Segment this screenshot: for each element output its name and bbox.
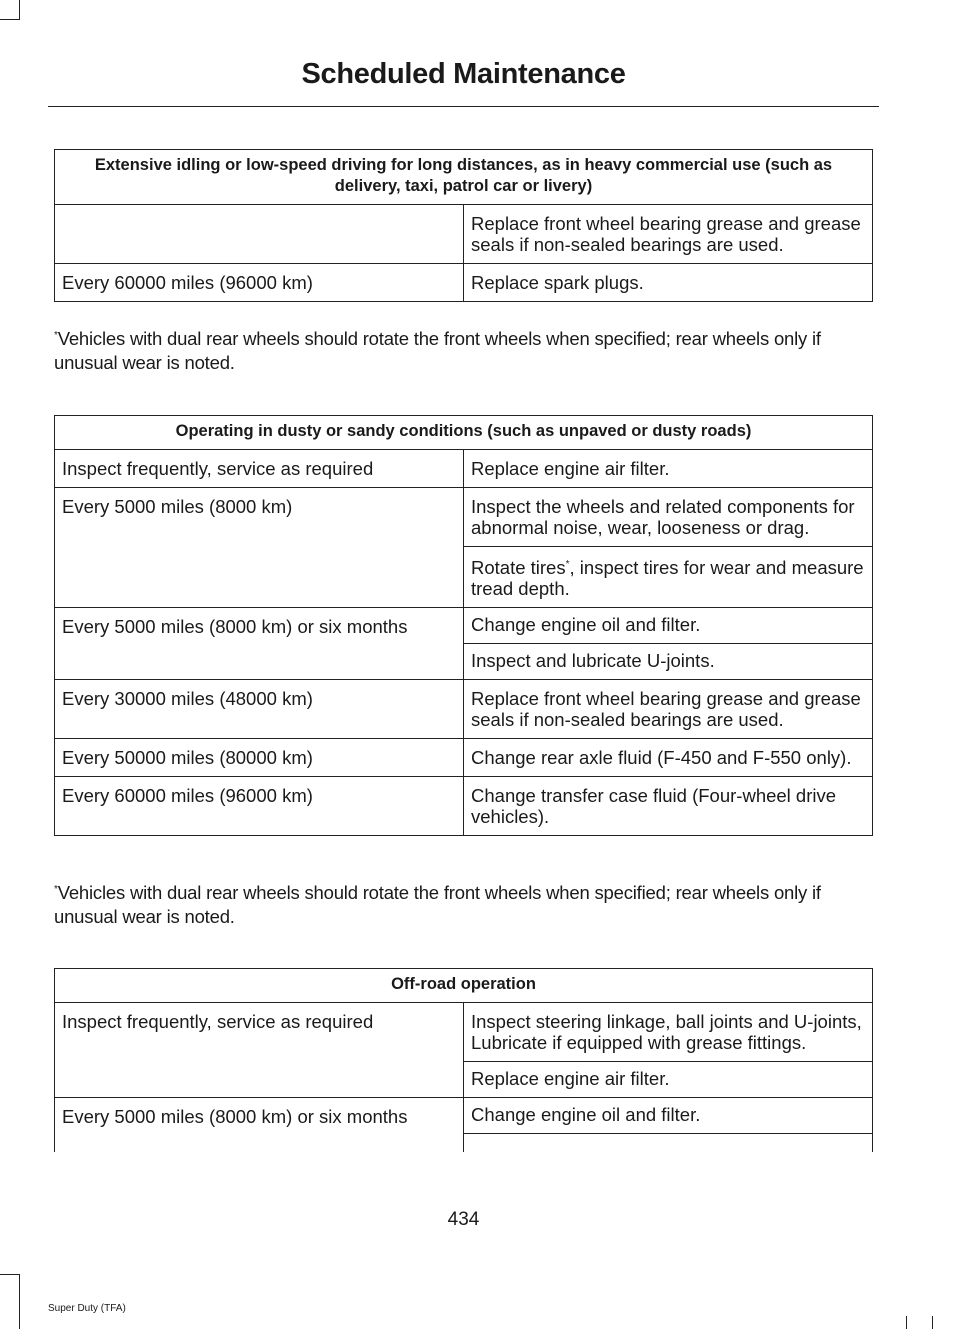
interval-cell: Every 5000 miles (8000 km) — [55, 488, 464, 608]
maintenance-table-idling — [54, 149, 873, 302]
interval-cell: Every 60000 miles (96000 km) — [55, 264, 464, 302]
table-header-row — [55, 416, 873, 450]
crop-mark — [932, 1316, 933, 1329]
footnote-text: Vehicles with dual rear wheels should rotate the front wheels when specified; rear wheels only if unusual wear is noted. — [54, 328, 821, 373]
table-row — [55, 1098, 873, 1134]
footer-text: Super Duty (TFA) — [48, 1303, 126, 1314]
footnote-marker: * — [54, 883, 58, 895]
task-cell: Change engine oil and filter. — [464, 1098, 873, 1134]
task-cell: Inspect the wheels and related components for abnormal noise, wear, looseness or drag. — [464, 488, 873, 547]
table-heading: Off-road operation — [55, 969, 873, 1003]
table-row — [55, 1003, 873, 1062]
interval-cell — [55, 205, 464, 264]
maintenance-table-dusty — [54, 415, 873, 836]
footnote-marker: * — [565, 558, 570, 570]
interval-cell: Every 60000 miles (96000 km) — [55, 777, 464, 836]
task-cell: Change transfer case fluid (Four-wheel drive vehicles). — [464, 777, 873, 836]
table-row — [55, 205, 873, 264]
footnote-text: Vehicles with dual rear wheels should rotate the front wheels when specified; rear wheels only if unusual wear is noted. — [54, 882, 821, 927]
footnote — [54, 327, 884, 375]
task-cell: Replace engine air filter. — [464, 1062, 873, 1098]
interval-cell: Every 5000 miles (8000 km) or six months — [55, 608, 464, 680]
interval-cell: Every 30000 miles (48000 km) — [55, 680, 464, 739]
crop-mark — [19, 0, 20, 19]
page-number: 434 — [447, 1209, 480, 1230]
title-divider — [48, 106, 879, 107]
task-cell: Change engine oil and filter. — [464, 608, 873, 644]
interval-cell: Every 50000 miles (80000 km) — [55, 739, 464, 777]
task-cell: Replace spark plugs. — [464, 264, 873, 302]
footnote — [54, 881, 884, 929]
crop-mark — [0, 1274, 20, 1275]
task-cell: Replace front wheel bearing grease and grease seals if non-sealed bearings are used. — [464, 680, 873, 739]
table-row — [55, 488, 873, 547]
task-cell-empty — [464, 1134, 873, 1153]
crop-mark — [19, 1274, 20, 1329]
task-cell: Change rear axle fluid (F-450 and F-550 only). — [464, 739, 873, 777]
table-header-row — [55, 969, 873, 1003]
task-cell: Inspect and lubricate U-joints. — [464, 644, 873, 680]
page-title: Scheduled Maintenance — [301, 58, 626, 90]
task-text: , inspect tires for wear and measure tread depth. — [471, 557, 864, 599]
table-row — [55, 608, 873, 644]
task-text: Rotate tires — [471, 557, 566, 578]
maintenance-table-offroad — [54, 968, 873, 1152]
crop-mark — [906, 1316, 907, 1329]
crop-mark — [0, 19, 20, 20]
interval-cell: Inspect frequently, service as required — [55, 450, 464, 488]
interval-cell: Every 5000 miles (8000 km) or six months — [55, 1098, 464, 1153]
task-cell: Replace engine air filter. — [464, 450, 873, 488]
table-row — [55, 777, 873, 836]
table-row — [55, 680, 873, 739]
interval-cell: Inspect frequently, service as required — [55, 1003, 464, 1098]
task-cell: Inspect steering linkage, ball joints and U-joints, Lubricate if equipped with grease fittings. — [464, 1003, 873, 1062]
table-row — [55, 264, 873, 302]
task-cell: Replace front wheel bearing grease and grease seals if non-sealed bearings are used. — [464, 205, 873, 264]
table-header-row — [55, 150, 873, 205]
table-row — [55, 450, 873, 488]
table-heading: Operating in dusty or sandy conditions (such as unpaved or dusty roads) — [55, 416, 873, 450]
task-cell — [464, 547, 873, 608]
table-row — [55, 739, 873, 777]
table-heading: Extensive idling or low-speed driving for long distances, as in heavy commercial use (such as delivery, taxi, patrol car or livery) — [55, 150, 873, 205]
footnote-marker: * — [54, 329, 58, 341]
